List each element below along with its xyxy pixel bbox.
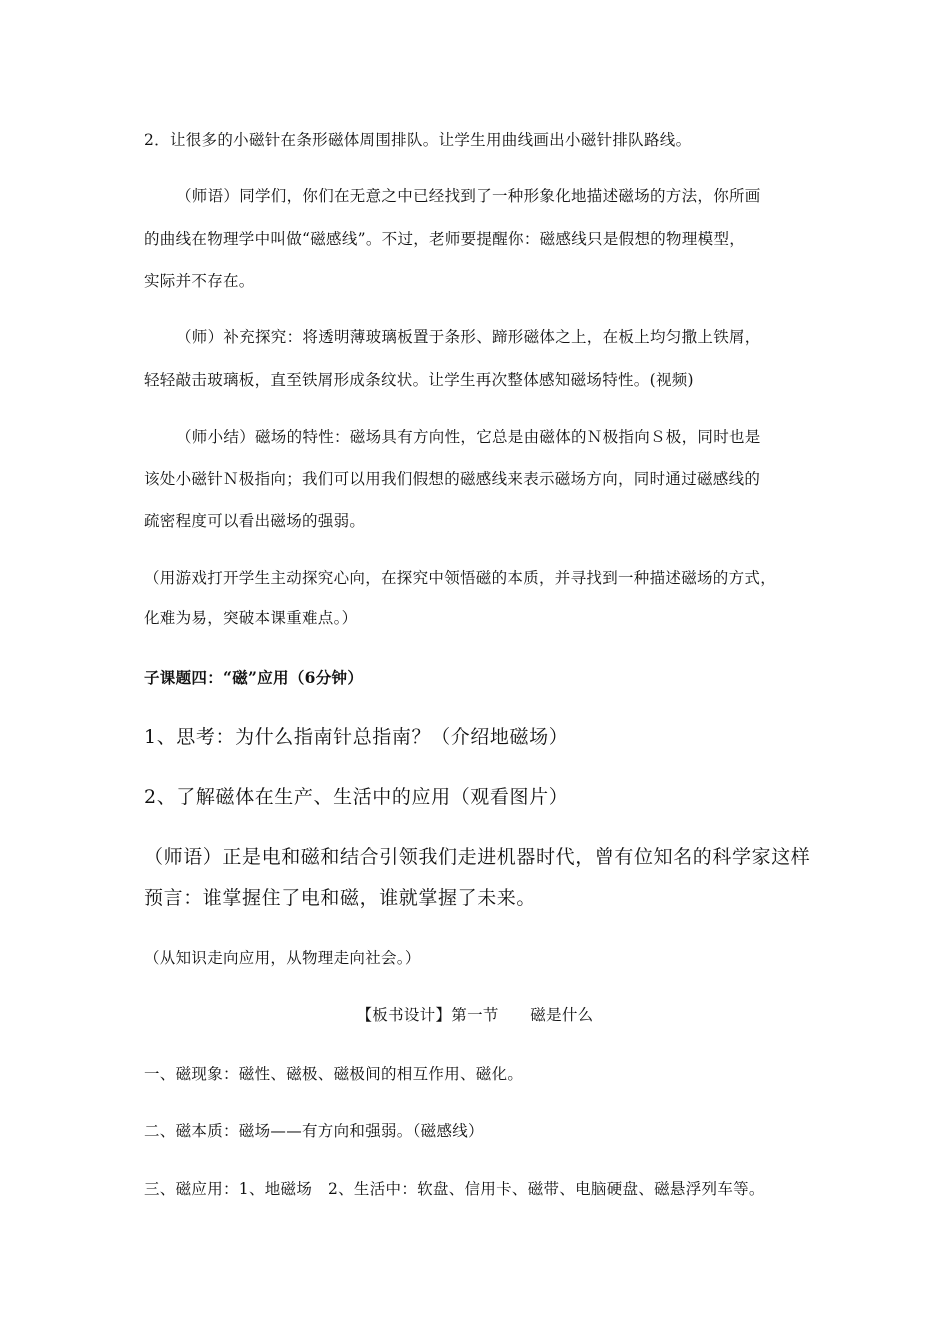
paragraph-teacher-quote-line2: 预言：谁掌握住了电和磁，谁就掌握了未来。: [144, 887, 537, 909]
paragraph-teacher-quote-line1: （师语）正是电和磁和结合引领我们走进机器时代，曾有位知名的科学家这样: [144, 846, 811, 868]
board-item-2: 二、磁本质：磁场——有方向和强弱。（磁感线）: [144, 1122, 484, 1140]
paragraph-summary-line1: （师小结）磁场的特性：磁场具有方向性，它总是由磁体的Ｎ极指向Ｓ极，同时也是: [176, 428, 761, 446]
board-item-3: 三、磁应用：1、地磁场 2、生活中：软盘、信用卡、磁带、电脑硬盘、磁悬浮列车等。: [144, 1180, 765, 1198]
paragraph-design-note-2: （从知识走向应用，从物理走向社会。）: [144, 949, 421, 967]
paragraph-teacher-remark-line2: 的曲线在物理学中叫做“磁感线”。不过，老师要提醒你：磁感线只是假想的物理模型，: [144, 230, 746, 248]
paragraph-extra-inquiry-line1: （师）补充探究：将透明薄玻璃板置于条形、蹄形磁体之上，在板上均匀撒上铁屑，: [176, 328, 761, 346]
board-item-1: 一、磁现象：磁性、磁极、磁极间的相互作用、磁化。: [144, 1065, 524, 1083]
paragraph-design-note-line2: 化难为易，突破本课重难点。）: [144, 609, 358, 627]
question-2: 2、了解磁体在生产、生活中的应用（观看图片）: [144, 786, 569, 808]
paragraph-summary-line3: 疏密程度可以看出磁场的强弱。: [144, 512, 366, 530]
paragraph-summary-line2: 该处小磁针Ｎ极指向；我们可以用我们假想的磁感线来表示磁场方向，同时通过磁感线的: [144, 470, 761, 488]
paragraph-step2: 2．让很多的小磁针在条形磁体周围排队。让学生用曲线画出小磁针排队路线。: [144, 131, 692, 149]
section-heading-4: 子课题四：“磁”应用（6分钟）: [144, 668, 364, 687]
paragraph-extra-inquiry-line2: 轻轻敲击玻璃板，直至铁屑形成条纹状。让学生再次整体感知磁场特性。(视频): [144, 371, 694, 389]
paragraph-teacher-remark-line1: （师语）同学们，你们在无意之中已经找到了一种形象化地描述磁场的方法，你所画: [176, 187, 761, 205]
question-1: 1、思考：为什么指南针总指南？（介绍地磁场）: [144, 726, 569, 748]
board-design-title: 【板书设计】第一节 磁是什么: [356, 1006, 594, 1024]
paragraph-teacher-remark-line3: 实际并不存在。: [144, 272, 255, 290]
paragraph-design-note-line1: （用游戏打开学生主动探究心向，在探究中领悟磁的本质，并寻找到一种描述磁场的方式，: [144, 569, 777, 587]
